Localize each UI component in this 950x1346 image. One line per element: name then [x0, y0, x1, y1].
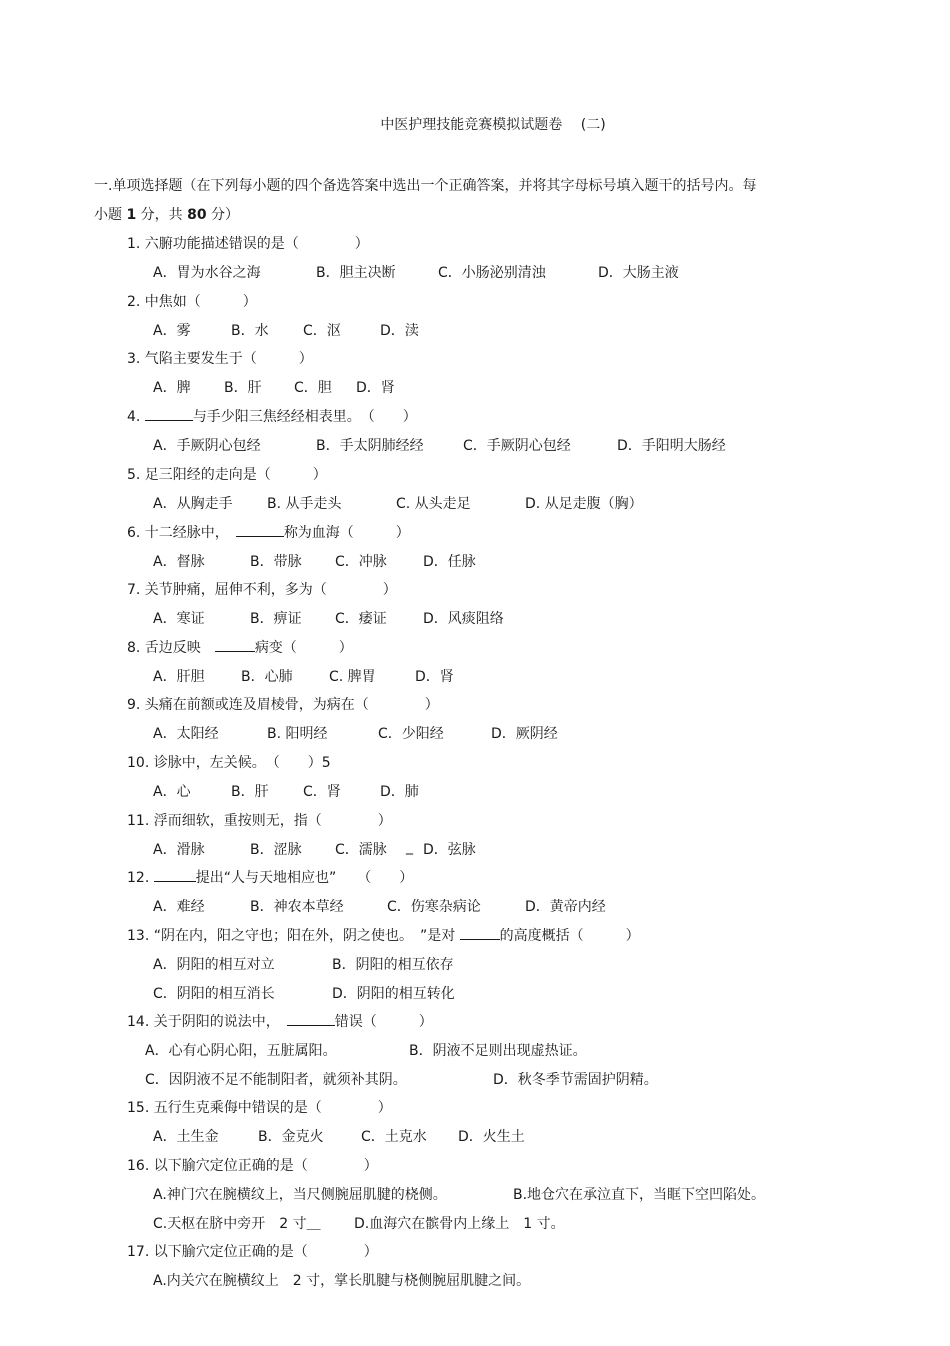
option-1b: B．胆主决断: [316, 265, 396, 281]
option-1a: A．胃为水谷之海: [153, 265, 261, 281]
option-6a: A．督脉: [153, 554, 205, 570]
option-12a: A．难经: [153, 899, 205, 915]
question-10: 10. 诊脉中，左关候。 （ ）5: [127, 755, 331, 771]
option-16c: C.天枢在脐中旁开 2 寸＿: [153, 1216, 321, 1232]
question-4: [127, 406, 417, 426]
text: 的高度概括（ ）: [499, 928, 640, 944]
option-15d: D．火生土: [458, 1129, 525, 1145]
text: 6. 十二经脉中，: [127, 525, 236, 541]
question-3: 3. 气陷主要发生于（ ）: [127, 351, 313, 367]
option-4a: A．手厥阴心包经: [153, 438, 261, 454]
option-12d: D．黄帝内经: [525, 899, 606, 915]
option-7c: C．痿证: [335, 611, 387, 627]
option-9b: B. 阳明经: [267, 726, 328, 742]
option-8b: B．心肺: [241, 669, 293, 685]
option-15c: C．土克水: [361, 1129, 427, 1145]
option-7a: A．寒证: [153, 611, 205, 627]
option-6c: C．冲脉: [335, 554, 387, 570]
option-4d: D．手阳明大肠经: [617, 438, 726, 454]
option-13b: B．阴阳的相互依存: [332, 957, 454, 973]
option-7d: D．风痰阻络: [423, 611, 504, 627]
option-9c: C．少阳经: [378, 726, 444, 742]
text: 病变（ ）: [254, 640, 353, 656]
text: 与手少阳三焦经经相表里。 （ ）: [192, 409, 417, 425]
option-15b: B．金克火: [258, 1129, 324, 1145]
question-15: 15. 五行生克乘侮中错误的是（ ）: [127, 1100, 392, 1116]
option-6b: B．带脉: [250, 554, 302, 570]
option-5b: B. 从手走头: [267, 496, 342, 512]
option-1c: C．小肠泌别清浊: [438, 265, 546, 281]
option-4b: B．手太阴肺经经: [316, 438, 424, 454]
option-4c: C．手厥阴心包经: [463, 438, 571, 454]
section-instruction-line1: 一.单项选择题（在下列每小题的四个备选答案中选出一个正确答案，并将其字母标号填入题干的括号内。每: [94, 178, 757, 194]
option-14d: D．秋冬季节需固护阴精。: [493, 1072, 658, 1088]
question-12: [127, 867, 413, 887]
page-title: 中医护理技能竞赛模拟试题卷 (二): [380, 117, 606, 133]
option-3b: B．肝: [224, 380, 262, 396]
answer-blank: [236, 522, 284, 537]
answer-blank: [460, 925, 500, 940]
text: 14. 关于阴阳的说法中，: [127, 1014, 287, 1030]
option-6d: D．任脉: [423, 554, 476, 570]
option-2b: B．水: [231, 323, 269, 339]
text: 分，共: [136, 207, 188, 223]
question-16: 16. 以下腧穴定位正确的是（ ）: [127, 1158, 378, 1174]
option-9d: D．厥阴经: [491, 726, 558, 742]
option-10d: D．肺: [380, 784, 419, 800]
question-7: 7. 关节肿痛，屈伸不利，多为（ ）: [127, 582, 397, 598]
text: 提出“人与天地相应也” （ ）: [195, 870, 414, 886]
option-3c: C．胆: [294, 380, 332, 396]
option-16b: B.地仓穴在承泣直下，当眶下空凹陷处。: [513, 1187, 766, 1203]
section-heading: [94, 172, 814, 230]
option-8c: C. 脾胃: [329, 669, 376, 685]
answer-blank: [287, 1011, 335, 1026]
question-8: [127, 637, 353, 657]
option-5d: D. 从足走腹（胸）: [525, 496, 643, 512]
option-10a: A．心: [153, 784, 191, 800]
text: 12.: [127, 870, 154, 886]
points-each: 1: [126, 207, 137, 223]
option-13a: A．阴阳的相互对立: [153, 957, 275, 973]
option-12b: B．神农本草经: [250, 899, 344, 915]
option-16a: A.神门穴在腕横纹上，当尺侧腕屈肌腱的桡侧。: [153, 1187, 447, 1203]
question-17: 17. 以下腧穴定位正确的是（ ）: [127, 1244, 378, 1260]
option-3d: D．肾: [356, 380, 395, 396]
option-10c: C．肾: [303, 784, 341, 800]
option-3a: A．脾: [153, 380, 191, 396]
option-11b: B．涩脉: [250, 842, 302, 858]
question-5: 5. 足三阳经的走向是（ ）: [127, 467, 327, 483]
question-1: 1. 六腑功能描述错误的是（ ）: [127, 236, 369, 252]
option-15a: A．土生金: [153, 1129, 219, 1145]
option-2c: C．沤: [303, 323, 341, 339]
option-2a: A．雾: [153, 323, 191, 339]
question-2: 2. 中焦如（ ）: [127, 294, 257, 310]
text: 4.: [127, 409, 145, 425]
answer-blank: [215, 637, 255, 652]
option-16d: D.血海穴在髌骨内上缘上 1 寸。: [354, 1216, 565, 1232]
option-14c: C．因阴液不足不能制阳者，就须补其阴。: [145, 1072, 407, 1088]
option-8a: A．肝胆: [153, 669, 205, 685]
option-7b: B．痹证: [250, 611, 302, 627]
option-1d: D．大肠主液: [598, 265, 679, 281]
option-11-mark: _: [406, 839, 413, 855]
text: 分）: [206, 207, 240, 223]
question-9: 9. 头痛在前额或连及眉棱骨，为病在（ ）: [127, 697, 439, 713]
option-5c: C. 从头走足: [396, 496, 471, 512]
option-12c: C．伤寒杂病论: [387, 899, 481, 915]
answer-blank: [145, 406, 193, 421]
option-14b: B．阴液不足则出现虚热证。: [409, 1043, 587, 1059]
points-total: 80: [187, 207, 207, 223]
answer-blank: [154, 867, 196, 882]
option-5a: A．从胸走手: [153, 496, 233, 512]
option-9a: A．太阳经: [153, 726, 219, 742]
text: 称为血海（ ）: [283, 525, 410, 541]
text: 13. “阴在内，阳之守也；阳在外，阴之使也。 ”是对: [127, 928, 460, 944]
option-11a: A．滑脉: [153, 842, 205, 858]
option-2d: D．渎: [380, 323, 419, 339]
option-14a: A．心有心阴心阳，五脏属阳。: [145, 1043, 337, 1059]
question-13: [127, 925, 640, 945]
option-10b: B．肝: [231, 784, 269, 800]
option-17a: A.内关穴在腕横纹上 2 寸，掌长肌腱与桡侧腕屈肌腱之间。: [153, 1273, 531, 1289]
question-11: 11. 浮而细软，重按则无，指（ ）: [127, 813, 392, 829]
option-8d: D．肾: [415, 669, 454, 685]
option-13c: C．阴阳的相互消长: [153, 986, 275, 1002]
option-13d: D．阴阳的相互转化: [332, 986, 455, 1002]
question-14: [127, 1011, 433, 1031]
option-11d: D．弦脉: [423, 842, 476, 858]
text: 小题: [94, 207, 127, 223]
text: 8. 舌边反映: [127, 640, 215, 656]
section-instruction-line2: [94, 201, 814, 230]
option-11c: C．濡脉: [335, 842, 387, 858]
question-6: [127, 522, 410, 542]
text: 错误（ ）: [334, 1014, 433, 1030]
